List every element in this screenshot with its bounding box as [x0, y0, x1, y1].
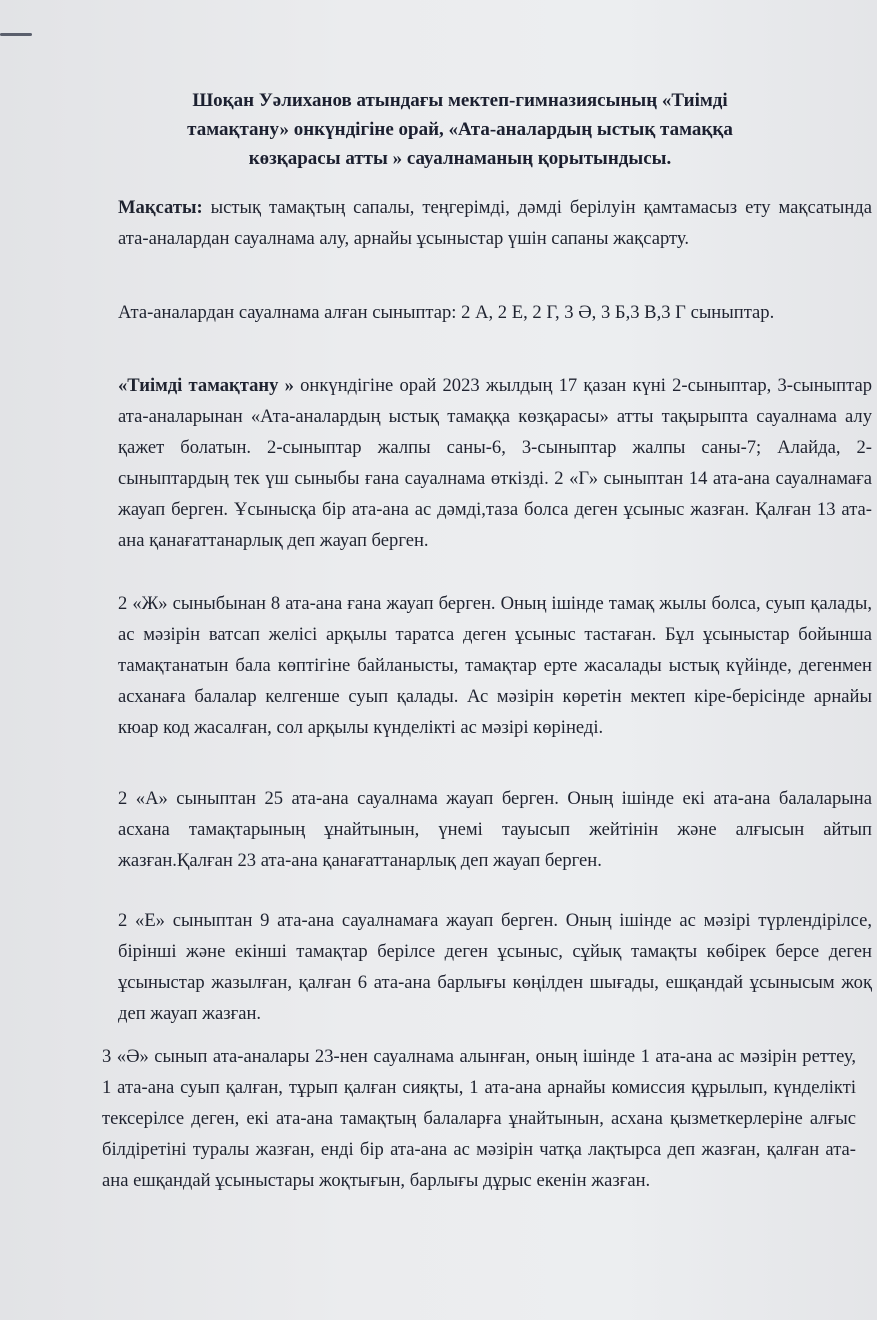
- title-line-1: Шоқан Уәлиханов атындағы мектеп-гимназиясының «Тиімді: [192, 90, 728, 111]
- goal-text: ыстық тамақтың сапалы, теңгерімді, дәмді берілуін қамтамасыз ету мақсатында ата-аналардан сауалнама алу, арнайы ұсыныстар үшін сапаны жақсарту.: [118, 197, 872, 249]
- paragraph-3ae: 3 «Ә» сынып ата-аналары 23-нен сауалнама алынған, оның ішінде 1 ата-ана ас мәзірін реттеу, 1 ата-ана суып қалған, тұрып қалған сияқты, 1 ата-ана арнайы комиссия құрылып, күнделікті тексерілсе деген, екі ата-ана тамақтың балаларға ұнайтынын, асхана қызметкерлеріне алғыс білдіретіні туралы жазған, енді бір ата-ана ас мәзірін чатқа лақтырса деп жазған, қалған ата-ана ешқандай ұсыныстары жоқтығын, барлығы дұрыс екенін жазған.: [102, 1046, 856, 1191]
- intro-paragraph: [102, 370, 872, 556]
- title-line-3: көзқарасы атты » сауалнаманың қорытындысы.: [248, 148, 672, 169]
- paragraph-2zh: 2 «Ж» сыныбынан 8 ата-ана ғана жауап берген. Оның ішінде тамақ жылы болса, суып қалады, ас мәзірін ватсап желісі арқылы таратса деген ұсыныс тастаған. Бұл ұсыныстар бойынша тамақтанатын бала көптігіне байланысты, тамақтар ерте жасалады ыстық күйінде, дегенмен асханаға балалар келгенше суып қалады. Ас мәзірін көретін мектеп кіре-берісінде арнайы кюар код жасалған, сол арқылы күнделікті ас мәзірі көрінеді.: [118, 593, 872, 738]
- classes-paragraph: Ата-аналардан сауалнама алған сыныптар: 2 А, 2 Е, 2 Г, 3 Ә, 3 Б,3 В,3 Г сыныптар.: [118, 302, 775, 323]
- scan-edge-mark: [0, 33, 32, 36]
- intro-text: онкүндігіне орай 2023 жылдың 17 қазан күні 2-сыныптар, 3-сыныптар ата-аналарынан «Ата-аналардың ыстық тамаққа көзқарасы» атты тақырыпта сауалнама алу қажет болатын. 2-сыныптар жалпы саны-6, 3-сыныптар жалпы саны-7; Алайда, 2-сыныптардың тек үш сыныбы ғана сауалнама өткізді. 2 «Г» сыныптан 14 ата-ана сауалнамаға жауап берген. Ұсыныcқа бір ата-ана ас дәмді,таза болса деген ұсыныс жазған. Қалған 13 ата-ана қанағаттанарлық деп жауап берген.: [118, 375, 873, 551]
- goal-label: Мақсаты:: [118, 197, 203, 218]
- title-line-2: тамақтану» онкүндігіне орай, «Ата-аналардың ыстық тамаққа: [187, 119, 733, 140]
- paragraph-2e: 2 «Е» сыныптан 9 ата-ана сауалнамаға жауап берген. Оның ішінде ас мәзірі түрлендірілсе, бірінші және екінші тамақтар берілсе деген ұсыныс, сұйық тамақты көбірек берсе деген ұсыныстар жазылған, қалған 6 ата-ана барлығы көңілден шығады, ешқандай ұсынысым жоқ деп жауап жазған.: [118, 910, 872, 1024]
- goal-paragraph: [102, 192, 872, 254]
- intro-bold: «Тиімді тамақтану »: [118, 375, 294, 396]
- document-title: [120, 86, 800, 173]
- paragraph-2a: 2 «А» сыныптан 25 ата-ана сауалнама жауап берген. Оның ішінде екі ата-ана балаларына асхана тамақтарының ұнайтынын, үнемі тауысып жейтінін және алғысын айтып жазған.Қалған 23 ата-ана қанағаттанарлық деп жауап берген.: [118, 788, 872, 871]
